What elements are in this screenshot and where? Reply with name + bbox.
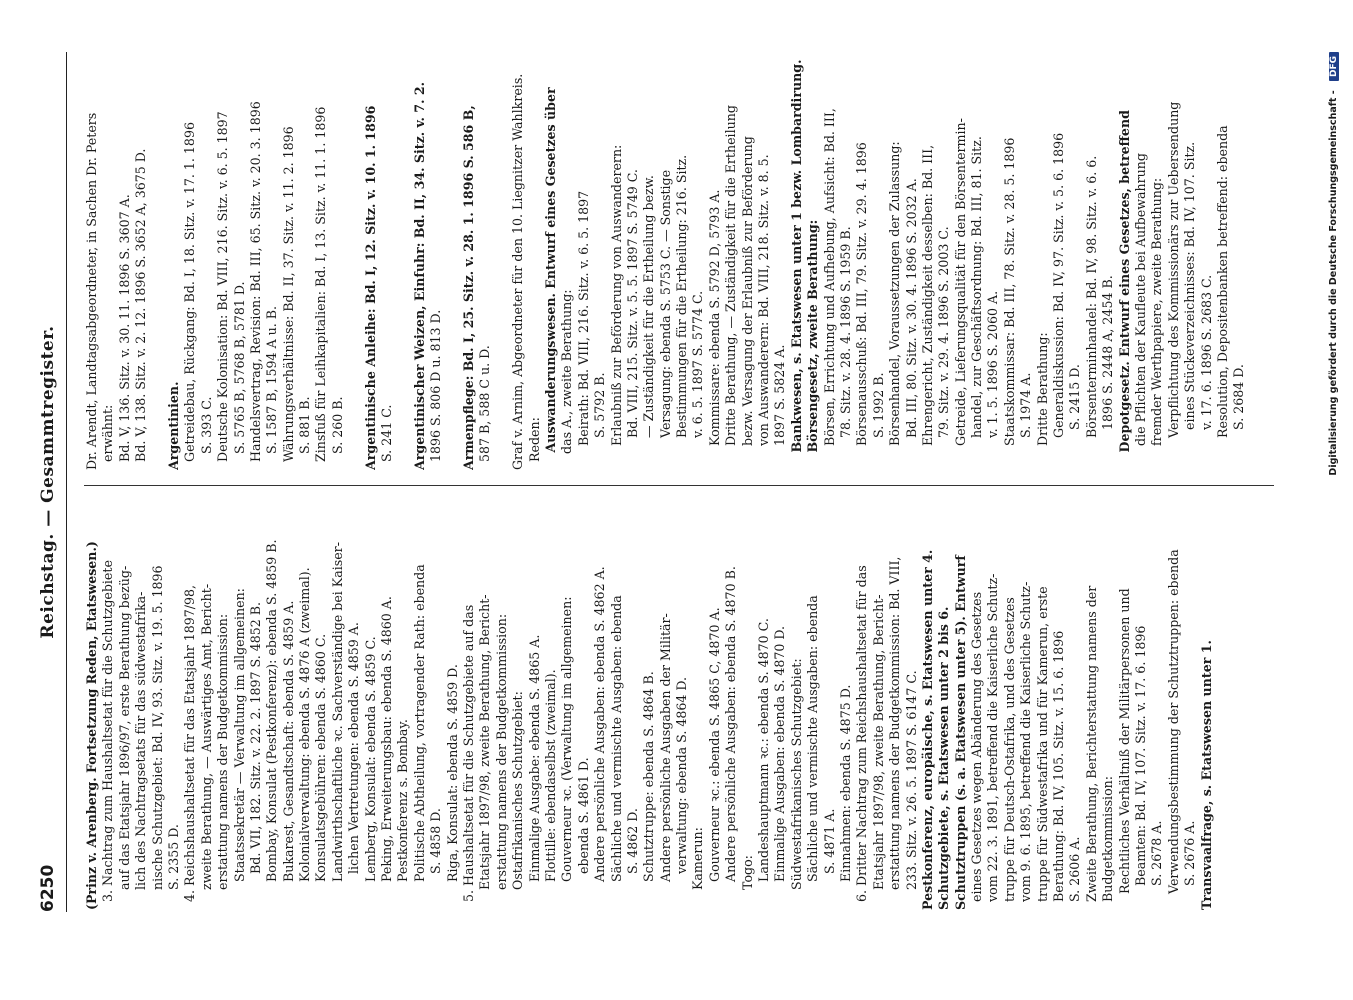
index-line: [445, 52, 461, 470]
left-column: [84, 492, 1215, 910]
index-heading-line: Schutztruppen (s. a. Etatswesen unter 5). Entwurf: [952, 555, 968, 910]
index-line: 587 B, 588 C u. D.: [477, 345, 493, 470]
index-line: 1896 S. 2448 A, 2454 B.: [1100, 275, 1116, 470]
index-line: Verpflichtung des Kommissionärs zur Uebersendung: [1165, 101, 1181, 470]
index-line: vom 9. 6. 1895, betreffend die Kaiserliche Schutz-: [1018, 581, 1034, 910]
index-line: Pestkonferenz s. Bombay.: [395, 719, 411, 910]
index-line: Gouverneur ꝛc.: ebenda S. 4865 C, 4870 A.: [706, 607, 722, 910]
index-line: Ehrengericht, Zuständigkeit desselben: Bd. III,: [919, 144, 935, 470]
index-line: Bd. III, 80. Sitz. v. 30. 4. 1896 S. 2032 A.: [903, 178, 919, 470]
index-line: lich des Nachtragsetats für das südwestafrika-: [133, 591, 149, 910]
index-line: Börsenterminhandel: Bd. IV, 98. Sitz. v. 6. 6.: [1083, 155, 1099, 470]
index-line: 5. Haushaltsetat für die Schutzgebiete auf das: [460, 604, 476, 910]
running-title: Reichstag. — Gesammtregister.: [38, 325, 58, 639]
index-line: Bestimmungen für die Ertheilung: 216. Sitz.: [674, 154, 690, 470]
index-line: Währungsverhältnisse: Bd. II, 37. Sitz. v. 11. 2. 1896: [280, 126, 296, 470]
index-line: eines Stückeverzeichnisses: Bd. IV, 107. Sitz.: [1182, 141, 1198, 470]
index-line: Reden:: [526, 417, 542, 470]
index-line: Getreide, Lieferungsqualität für den Börsentermin-: [952, 118, 968, 470]
index-line: Börsen, Errichtung und Aufhebung, Aufsicht: Bd. III,: [821, 108, 837, 470]
index-line: [346, 52, 362, 470]
index-heading-line: (Prinz v. Arenberg. Fortsetzung Reden, Etatswesen.): [84, 541, 99, 910]
index-line: Handelsvertrag, Revision: Bd. III, 65. Sitz. v. 20. 3. 1896: [247, 101, 263, 470]
index-line: erstattung namens der Budgetkommission:: [493, 613, 509, 910]
index-line: 3. Nachtrag zum Haushaltsetat für die Schutzgebiete: [100, 560, 116, 910]
index-heading-line: Auswanderungswesen. Entwurf eines Gesetzes über: [542, 87, 558, 470]
index-line: Politische Abtheilung, vortragender Rath: ebenda: [411, 564, 427, 910]
index-line: Etatsjahr 1897/98, zweite Berathung, Bericht-: [477, 594, 493, 910]
index-line: bezw. Versagung der Erlaubniß zur Beförderung: [739, 136, 755, 470]
index-line: Bombay, Konsulat (Pestkonferenz): ebenda S. 4859 B.: [264, 539, 280, 910]
index-line: Rechtliches Verhältniß der Militärpersonen und: [1116, 588, 1132, 910]
index-line: Getreidebau, Rückgang: Bd. I, 18. Sitz. v. 17. 1. 1896: [182, 122, 198, 470]
index-line: nische Schutzgebiet: Bd. IV, 93. Sitz. v. 19. 5. 1896: [149, 565, 165, 910]
index-line: Zweite Berathung, Berichterstattung namens der: [1083, 585, 1099, 910]
index-heading-line: Schutzgebiete, s. Etatswesen unter 2 bis 6.: [936, 606, 952, 910]
page-number: 6250: [38, 864, 58, 912]
index-line: S. 4858 D.: [428, 808, 444, 910]
index-line: Etatsjahr 1897/98, zweite Berathung, Bericht-: [870, 594, 886, 910]
index-line: S. 5765 B, 5768 B, 5781 D.: [231, 281, 247, 470]
index-line: Andere persönliche Ausgaben der Militär-: [657, 613, 673, 910]
index-line: S. 2355 D.: [165, 824, 181, 910]
index-heading-line: Argentinischer Weizen, Einfuhr: Bd. II, 34. Sitz. v. 7. 2.: [411, 82, 427, 470]
index-line: Börsenhandel, Voraussetzungen der Zulassung:: [887, 141, 903, 470]
index-line: Deutsche Kolonisation: Bd. VIII, 216. Sitz. v. 6. 5. 1897: [215, 111, 231, 470]
index-line: auf das Etatsjahr 1896/97, erste Berathung bezüg-: [116, 565, 132, 910]
index-line: Versagung: ebenda S. 5753 C. — Sonstige: [657, 169, 673, 470]
index-line: truppe für Deutsch-Ostafrika, und des Gesetzes: [1001, 597, 1017, 910]
index-line: Riga, Konsulat: ebenda S. 4859 D.: [444, 664, 460, 910]
index-line: Berathung: Bd. IV, 105. Sitz. v. 15. 6. 1896: [1051, 630, 1067, 910]
index-line: 233. Sitz. v. 26. 5. 1897 S. 6147 C.: [903, 670, 919, 910]
index-line: S. 1587 B, 1594 A u. B.: [264, 305, 280, 470]
right-column: [84, 52, 1248, 470]
index-line: S. 2606 A.: [1067, 836, 1083, 910]
index-line: 79. Sitz. v. 29. 4. 1896 S. 2003 C.: [936, 226, 952, 470]
index-line: Erlaubniß zur Beförderung von Auswanderern:: [608, 144, 624, 470]
index-heading-line: Bankwesen, s. Etatswesen unter 1 bezw. Lombardirung.: [788, 59, 804, 470]
index-line: Sächliche und vermischte Ausgaben: ebenda: [805, 595, 821, 910]
index-heading-line: Transvaalfrage, s. Etatswesen unter 1.: [1198, 640, 1214, 910]
index-line: 6. Dritter Nachtrag zum Reichshaushaltsetat für das: [854, 565, 870, 910]
index-line: Andere persönliche Ausgaben: ebenda S. 4870 B.: [723, 566, 739, 910]
index-heading-line: Argentinische Anleihe: Bd. I, 12. Sitz. v. 10. 1. 1896: [362, 105, 378, 470]
index-line: S. 260 B.: [329, 396, 345, 470]
dfg-logo: DFG: [1329, 52, 1339, 81]
index-line: Kolonialverwaltung: ebenda S. 4876 A (zweimal).: [297, 567, 313, 910]
index-line: Bd. VII, 182. Sitz. v. 22. 2. 1897 S. 4852 B.: [247, 601, 263, 910]
index-line: v. 1. 5. 1896 S. 2060 A.: [985, 290, 1001, 470]
index-line: Kamerun:: [690, 827, 706, 910]
column-divider: [84, 485, 1274, 486]
index-line: Zinsfuß für Leihkapitalien: Bd. I, 13. Sitz. v. 11. 1. 1896: [313, 106, 329, 470]
index-line: handel, zur Geschäftsordnung: Bd. III, 81. Sitz.: [969, 136, 985, 470]
page-header: [38, 52, 67, 912]
index-line: Landeshauptmann ꝛc.: ebenda S. 4870 C.: [756, 618, 772, 910]
index-line: vom 22. 3. 1891, betreffend die Kaiserliche Schutz-: [985, 573, 1001, 910]
index-line: ebenda S. 4861 D.: [575, 757, 591, 910]
index-line: — Zuständigkeit für die Ertheilung bezw.: [641, 175, 657, 470]
index-line: 1896 S. 806 D u. 813 D.: [428, 309, 444, 470]
index-line: S. 881 B.: [297, 396, 313, 470]
index-line: lichen Vertretungen: ebenda S. 4859 A.: [346, 622, 362, 910]
index-line: erwähnt:: [100, 404, 116, 470]
index-line: truppe für Südwestafrika und für Kamerun, erste: [1034, 586, 1050, 910]
index-line: [150, 52, 166, 470]
index-line: S. 2678 A.: [1149, 820, 1165, 910]
index-line: Dr. Arendt, Landtagsabgeordneter, in Sachen Dr. Peters: [84, 112, 99, 470]
index-heading-line: Depotgesetz. Entwurf eines Gesetzes, betreffend: [1116, 110, 1132, 470]
index-line: S. 241 C.: [379, 404, 395, 470]
index-line: Börsenausschuß: Bd. III, 79. Sitz. v. 29. 4. 1896: [854, 142, 870, 470]
index-line: Graf v. Arnim, Abgeordneter für den 10. Liegnitzer Wahlkreis.: [510, 73, 526, 470]
index-line: Beamten: Bd. IV, 107. Sitz. v. 17. 6. 1896: [1133, 625, 1148, 910]
index-heading-line: Pestkonferenz, europäische, s. Etatswesen unter 4.: [919, 549, 935, 910]
index-line: 78. Sitz. v. 28. 4. 1896 S. 1959 B.: [837, 226, 853, 470]
index-line: eines Gesetzes wegen Abänderung des Gesetzes: [969, 591, 985, 910]
index-line: fremder Werthpapiere, zweite Berathung:: [1149, 177, 1165, 470]
index-line: Einmalige Ausgabe: ebenda S. 4865 A.: [526, 634, 542, 910]
index-line: Dritte Berathung, — Zuständigkeit für die Ertheilung: [723, 105, 739, 470]
index-line: 4. Reichshaushaltsetat für das Etatsjahr 1897/98,: [182, 584, 198, 910]
index-line: S. 4862 D.: [624, 808, 640, 910]
index-line: [395, 52, 411, 470]
index-line: Ostafrikanisches Schutzgebiet:: [510, 691, 526, 910]
index-line: S. 2676 A.: [1182, 820, 1198, 910]
index-line: Staatskommissar: Bd. III, 78. Sitz. v. 28. 5. 1896: [1001, 137, 1017, 470]
index-line: Schutztruppe: ebenda S. 4864 B.: [641, 671, 657, 910]
index-line: v. 17. 6. 1896 S. 2683 C.: [1198, 274, 1214, 470]
index-line: verwaltung: ebenda S. 4864 D.: [674, 676, 690, 910]
index-line: Flottille: ebendaselbst (zweimal).: [542, 669, 558, 910]
index-line: Andere persönliche Ausgaben: ebenda S. 4862 A.: [592, 566, 608, 910]
index-line: v. 6. 5. 1897 S. 5774 C.: [690, 290, 706, 470]
index-line: von Auswanderern: Bd. VIII, 218. Sitz. v. 8. 5.: [756, 154, 772, 470]
index-line: Peking, Erweiterungsbau: ebenda S. 4860 A.: [379, 596, 395, 910]
index-line: Kommissare: ebenda S. 5792 D, 5793 A.: [706, 189, 722, 470]
index-line: Verwendungsbestimmung der Schutztruppen: ebenda: [1165, 549, 1181, 910]
index-line: Landwirthschaftliche ꝛc. Sachverständige bei Kaiser-: [329, 542, 345, 910]
index-line: S. 393 C.: [198, 396, 214, 470]
index-line: S. 5792 B.: [592, 372, 608, 470]
index-heading-line: Argentinien.: [165, 381, 181, 470]
digitization-credit: [1328, 52, 1339, 912]
index-line: zweite Berathung, — Auswärtiges Amt, Bericht-: [198, 583, 214, 910]
credit-text: Digitalisierung gefördert durch die Deutsche Forschungsgemeinschaft -: [1328, 90, 1339, 476]
index-line: Gouverneur ꝛc. (Verwaltung im allgemeinen:: [559, 596, 575, 910]
index-line: das A., zweite Berathung:: [559, 289, 575, 470]
index-line: Sächliche und vermischte Ausgaben: ebenda: [608, 595, 624, 910]
index-line: Togo:: [739, 855, 755, 910]
index-line: [494, 52, 510, 470]
index-line: Budgetkommission:: [1100, 775, 1116, 910]
index-line: S. 2684 D.: [1231, 364, 1247, 470]
index-line: Bd. V, 138. Sitz. v. 2. 12. 1896 S. 3652 A, 3675 D.: [133, 148, 149, 470]
index-line: Bd. VIII, 215. Sitz. v. 5. 5. 1897 S. 5749 C.: [624, 169, 640, 470]
index-line: Dritte Berathung:: [1034, 332, 1050, 470]
index-line: Lemberg, Konsulat: ebenda S. 4859 C.: [362, 636, 378, 910]
index-line: S. 2415 D.: [1067, 364, 1083, 470]
index-line: Bukarest, Gesandtschaft: ebenda S. 4859 A.: [280, 600, 296, 910]
index-heading-line: Armenpflege: Bd. I, 25. Sitz. v. 28. 1. 1896 S. 586 B,: [460, 105, 476, 470]
index-line: Einmalige Ausgaben: ebenda S. 4870 D.: [772, 625, 788, 910]
index-line: S. 4871 A.: [821, 808, 837, 910]
index-line: erstattung namens der Budgetkommission: Bd. VIII,: [887, 556, 903, 910]
index-line: Staatssekretär — Verwaltung im allgemeinen:: [231, 588, 247, 910]
index-heading-line: Börsengesetz, zweite Berathung:: [805, 219, 821, 470]
index-line: 1897 S. 5824 A.: [772, 344, 788, 470]
index-line: Konsulatsgebühren: ebenda S. 4860 C.: [313, 633, 329, 910]
index-line: Resolution, Depositenbanken betreffend: ebenda: [1214, 125, 1230, 470]
index-line: Einnahmen: ebenda S. 4875 D.: [837, 684, 853, 910]
index-line: Generaldiskussion: Bd. IV, 97. Sitz. v. 5. 6. 1896: [1051, 132, 1067, 470]
index-line: die Pflichten der Kaufleute bei Aufbewahrung: [1133, 153, 1148, 470]
index-line: Südwestafrikanisches Schutzgebiet:: [788, 658, 804, 910]
index-line: S. 1992 B.: [870, 372, 886, 470]
index-line: Beirath: Bd. VIII, 216. Sitz. v. 6. 5. 1897: [575, 190, 591, 470]
index-line: erstattung namens der Budgetkommission:: [215, 613, 231, 910]
index-line: Bd. V, 136. Sitz. v. 30. 11. 1896 S. 3607 A.: [116, 194, 132, 470]
index-line: S. 1974 A.: [1018, 372, 1034, 470]
